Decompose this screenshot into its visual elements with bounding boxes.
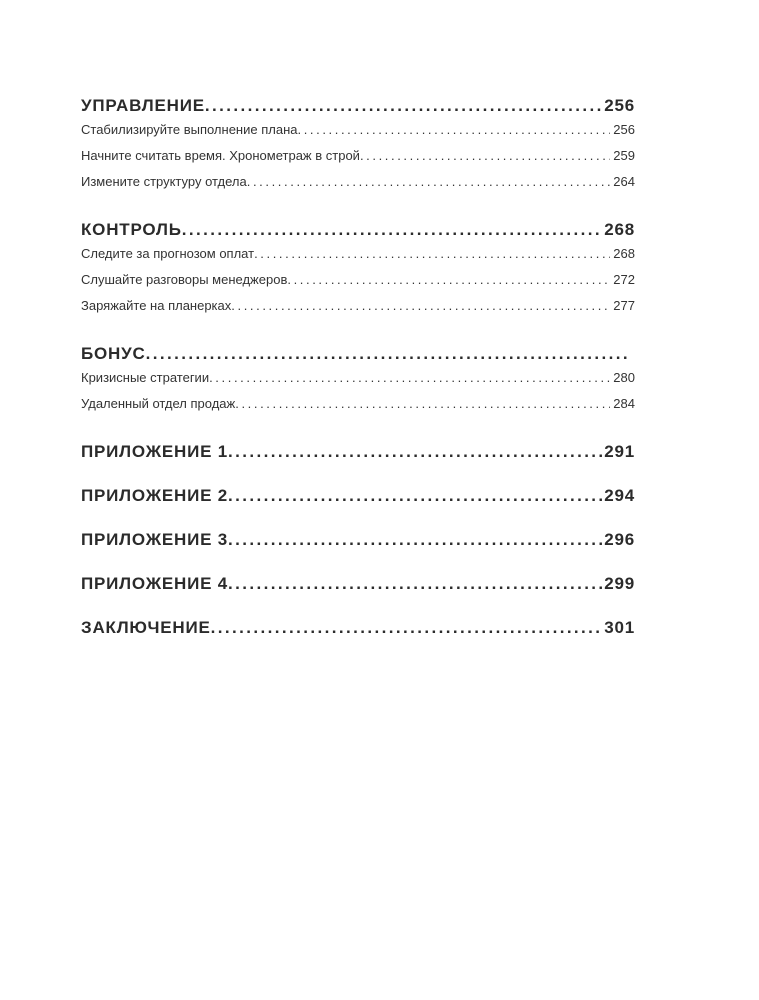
toc-heading [81, 220, 635, 246]
dot-leader [297, 122, 610, 137]
toc-heading-title: ЗАКЛЮЧЕНИЕ [81, 618, 211, 637]
toc-heading-page: 294 [604, 486, 635, 505]
toc-appendix-3 [81, 530, 635, 556]
dot-leader [360, 148, 610, 163]
toc-entry-title: Слушайте разговоры менеджеров [81, 272, 288, 287]
toc-entry-title: Заряжайте на планерках [81, 298, 232, 313]
toc-entry-page: 284 [610, 396, 635, 411]
toc-heading-title: ПРИЛОЖЕНИЕ 2 [81, 486, 229, 505]
toc-conclusion [81, 618, 635, 644]
dot-leader [228, 574, 603, 594]
dot-leader [287, 272, 610, 287]
dot-leader [146, 344, 630, 364]
toc-appendix-2 [81, 486, 635, 512]
dot-leader [182, 220, 604, 240]
toc-heading [81, 344, 631, 370]
toc-entry-title: Стабилизируйте выполнение плана [81, 122, 298, 137]
toc-heading-title: ПРИЛОЖЕНИЕ 4 [81, 574, 229, 593]
dot-leader [228, 486, 603, 506]
toc-entry [81, 298, 635, 324]
dot-leader [211, 618, 604, 638]
toc-section-upravlenie [81, 96, 635, 200]
toc-entry [81, 272, 635, 298]
toc-heading-title: БОНУС [81, 344, 146, 363]
toc-entry [81, 148, 635, 174]
dot-leader [205, 96, 603, 116]
toc-entry-page: 268 [610, 246, 635, 261]
toc-heading [81, 96, 635, 122]
toc-entry [81, 246, 635, 272]
toc-entry-title: Измените структуру отдела [81, 174, 247, 189]
toc-entry-title: Кризисные стратегии [81, 370, 210, 385]
toc-heading-page: 296 [604, 530, 635, 549]
dot-leader [235, 396, 610, 411]
toc-heading-title: ПРИЛОЖЕНИЕ 3 [81, 530, 229, 549]
toc-entry [81, 122, 635, 148]
toc-heading-title: УПРАВЛЕНИЕ [81, 96, 205, 115]
toc-entry [81, 174, 635, 200]
toc-entry-title: Следите за прогнозом оплат [81, 246, 255, 261]
dot-leader [247, 174, 611, 189]
toc-entry-page: 272 [610, 272, 635, 287]
dot-leader [254, 246, 610, 261]
toc-entry-title: Начните считать время. Хронометраж в строй [81, 148, 360, 163]
toc-heading-page: 301 [604, 618, 635, 637]
dot-leader [228, 442, 603, 462]
toc-entry [81, 396, 635, 422]
toc-heading-title: ПРИЛОЖЕНИЕ 1 [81, 442, 229, 461]
toc-heading-page: 256 [604, 96, 635, 115]
toc-appendix-4 [81, 574, 635, 600]
toc-entry-page: 259 [610, 148, 635, 163]
toc-entry-page: 264 [610, 174, 635, 189]
toc-heading-page: 291 [604, 442, 635, 461]
dot-leader [231, 298, 610, 313]
dot-leader [228, 530, 603, 550]
toc-entry-page: 277 [610, 298, 635, 313]
dot-leader [209, 370, 610, 385]
toc-heading-title: КОНТРОЛЬ [81, 220, 182, 239]
toc-entry-title: Удаленный отдел продаж [81, 396, 236, 411]
toc-section-bonus [81, 344, 635, 422]
toc-appendix-1 [81, 442, 635, 468]
toc-entry-page: 280 [610, 370, 635, 385]
toc-entry-page: 256 [610, 122, 635, 137]
toc-heading-page: 299 [604, 574, 635, 593]
table-of-contents [81, 96, 635, 662]
toc-section-kontrol [81, 220, 635, 324]
toc-entry [81, 370, 635, 396]
toc-heading-page: 268 [604, 220, 635, 239]
